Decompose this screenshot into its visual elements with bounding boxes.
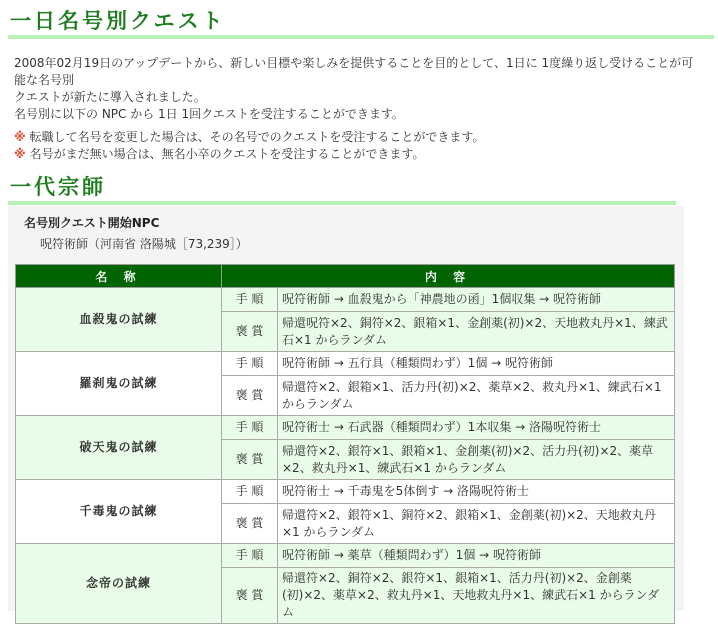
section-header-daily-quest xyxy=(8,8,714,39)
reward-label: 褒 賞 xyxy=(222,440,278,480)
quest-name: 羅刹鬼の試練 xyxy=(16,352,222,416)
table-row xyxy=(16,416,675,440)
quest-name: 破天鬼の試練 xyxy=(16,416,222,480)
steps-label: 手 順 xyxy=(222,352,278,376)
page-title: 一日名号別クエスト xyxy=(10,8,226,33)
column-header-name: 名 称 xyxy=(16,265,222,288)
quest-steps: 呪符術士 → 千毒鬼を5体倒す → 洛陽呪符術士 xyxy=(278,480,675,504)
npc-name: 呪符術師（河南省 洛陽城［73,239］） xyxy=(40,237,248,251)
note-mark-icon: ※ xyxy=(14,130,26,144)
notes-list xyxy=(14,129,704,163)
intro-line: クエストが新たに導入されました。 xyxy=(14,90,206,104)
quest-reward: 帰還呪符×2、銅符×2、銀箱×1、金創薬(初)×2、天地救丸丹×1、練武石×1 からランダム xyxy=(278,312,675,352)
quest-steps: 呪符術師 → 薬草（種類問わず）1個 → 呪符術師 xyxy=(278,544,675,568)
quest-steps: 呪符術士 → 石武器（種類問わず）1本収集 → 洛陽呪符術士 xyxy=(278,416,675,440)
intro-line: 2008年02月19日のアップデートから、新しい目標や楽しみを提供することを目的として、1日に 1度繰り返し受けることが可能な名号別 xyxy=(14,56,694,87)
quest-reward: 帰還符×2、銀符×1、銀箱×1、金創薬(初)×2、活力丹(初)×2、薬草×2、救丸丹×1、練武石×1 からランダム xyxy=(278,440,675,480)
title-underline xyxy=(8,35,714,39)
quest-name: 念帝の試練 xyxy=(16,544,222,624)
table-row xyxy=(16,288,675,312)
reward-label: 褒 賞 xyxy=(222,312,278,352)
quest-table xyxy=(15,264,675,624)
note-text: 転職して名号を変更した場合は、その名号でのクエストを受注することができます。 xyxy=(29,130,485,144)
quest-reward: 帰還符×2、銅符×2、銀符×1、銀箱×1、活力丹(初)×2、金創薬(初)×2、薬草×2、救丸丹×1、天地救丸丹×1、練武石×1 からランダム xyxy=(278,568,675,624)
quest-reward: 帰還符×2、銀符×1、銅符×2、銀箱×1、金創薬(初)×2、天地救丸丹×1 からランダム xyxy=(278,504,675,544)
quest-name: 血殺鬼の試練 xyxy=(16,288,222,352)
quest-name: 千毒鬼の試練 xyxy=(16,480,222,544)
quest-steps: 呪符術師 → 五行具（種類問わず）1個 → 呪符術師 xyxy=(278,352,675,376)
reward-label: 褒 賞 xyxy=(222,568,278,624)
steps-label: 手 順 xyxy=(222,416,278,440)
note-item xyxy=(14,129,704,146)
note-mark-icon: ※ xyxy=(14,147,26,161)
title-underline xyxy=(8,201,676,205)
note-item xyxy=(14,146,704,163)
table-row xyxy=(16,480,675,504)
steps-label: 手 順 xyxy=(222,544,278,568)
table-row xyxy=(16,352,675,376)
steps-label: 手 順 xyxy=(222,480,278,504)
intro-text xyxy=(14,55,704,123)
column-header-content: 内 容 xyxy=(222,265,675,288)
table-header-row xyxy=(16,265,675,288)
steps-label: 手 順 xyxy=(222,288,278,312)
note-text: 名号がまだ無い場合は、無名小卒のクエストを受注することができます。 xyxy=(29,147,425,161)
reward-label: 褒 賞 xyxy=(222,504,278,544)
quest-steps: 呪符術師 → 血殺鬼から「神農地の函」1個収集 → 呪符術師 xyxy=(278,288,675,312)
intro-line: 名号別に以下の NPC から 1日 1回クエストを受注することができます。 xyxy=(14,107,404,121)
section-title: 一代宗師 xyxy=(10,174,106,199)
section-header-master xyxy=(8,174,676,205)
table-row xyxy=(16,544,675,568)
quest-reward: 帰還符×2、銀箱×1、活力丹(初)×2、薬草×2、救丸丹×1、練武石×1 からランダム xyxy=(278,376,675,416)
npc-heading: 名号別クエスト開始NPC xyxy=(24,216,160,230)
reward-label: 褒 賞 xyxy=(222,376,278,416)
